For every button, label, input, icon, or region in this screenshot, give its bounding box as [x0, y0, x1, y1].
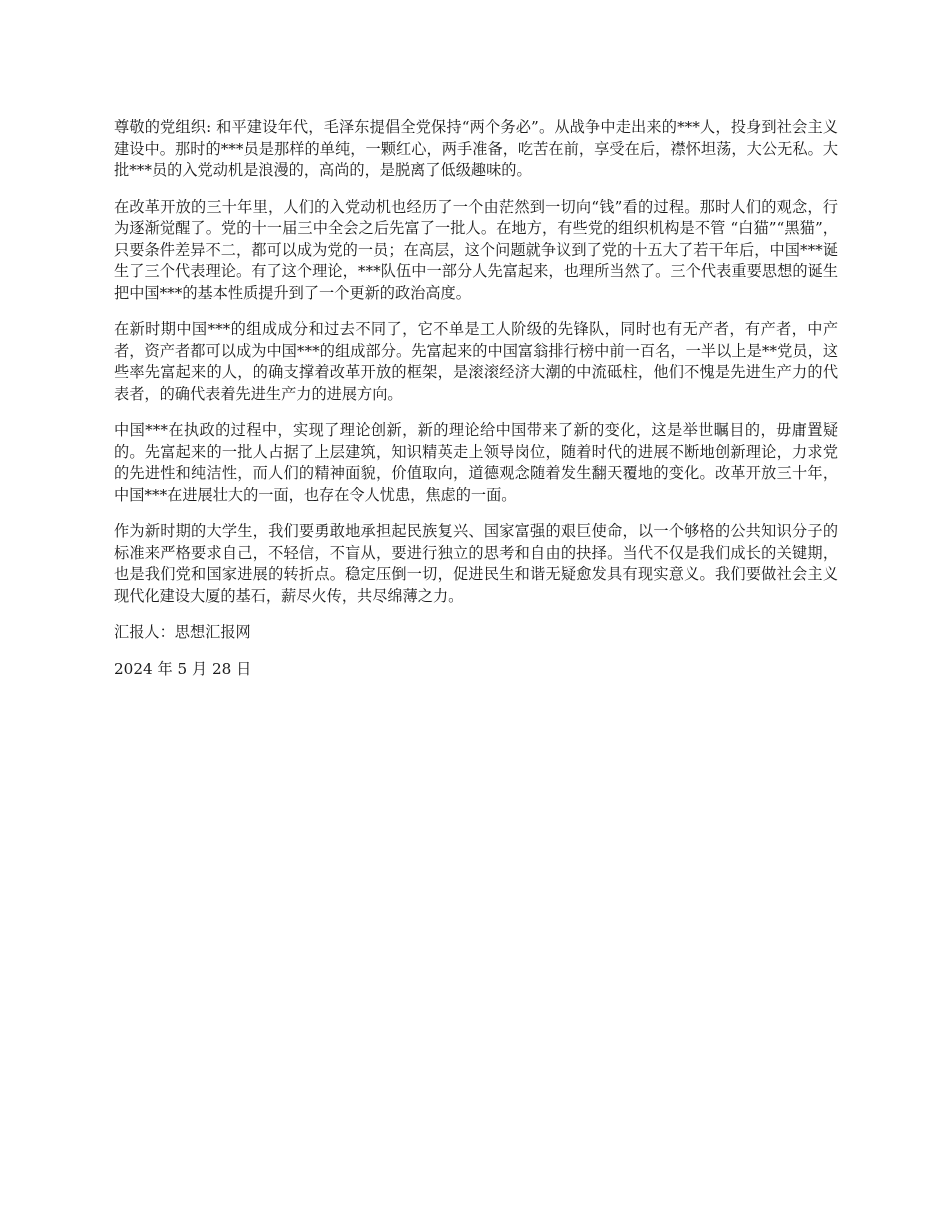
document-body [114, 117, 838, 695]
paragraph-5: 作为新时期的大学生，我们要勇敢地承担起民族复兴、国家富强的艰巨使命，以一个够格的公共知识分子的标准来严格要求自己，不轻信，不盲从，要进行独立的思考和自由的抉择。当代不仅是我们成长的关键期，也是我们党和国家进展的转折点。稳定压倒一切，促进民生和谐无疑愈发具有现实意义。我们要做社会主义现代化建设大厦的基石，薪尽火传，共尽绵薄之力。 [114, 522, 838, 605]
paragraph-3: 在新时期中国***的组成成分和过去不同了，它不单是工人阶级的先锋队，同时也有无产者，有产者，中产者，资产者都可以成为中国***的组成部分。先富起来的中国富翁排行榜中前一百名，一半以上是**党员，这些率先富起来的人，的确支撑着改革开放的框架，是滚滚经济大潮的中流砥柱，他们不愧是先进生产力的代表者，的确代表着先进生产力的进展方向。 [114, 320, 838, 403]
paragraph-1: 尊敬的党组织: 和平建设年代，毛泽东提倡全党保持“两个务必”。从战争中走出来的***人，投身到社会主义建设中。那时的***员是那样的单纯，一颗红心，两手准备，吃苦在前，享受在后，襟怀坦荡，大公无私。大批***员的入党动机是浪漫的，高尚的，是脱离了低级趣味的。 [114, 118, 838, 179]
signature-line: 汇报人：思想汇报网 [114, 623, 251, 641]
paragraph-4: 中国***在执政的过程中，实现了理论创新，新的理论给中国带来了新的变化，这是举世瞩目的，毋庸置疑的。先富起来的一批人占据了上层建筑，知识精英走上领导岗位，随着时代的进展不断地创新理论，力求党的先进性和纯洁性，而人们的精神面貌，价值取向，道德观念随着发生翻天覆地的变化。改革开放三十年，中国***在进展壮大的一面，也存在令人忧患，焦虑的一面。 [114, 421, 838, 504]
paragraph-2: 在改革开放的三十年里，人们的入党动机也经历了一个由茫然到一切向“钱”看的过程。那时人们的观念，行为逐渐觉醒了。党的十一届三中全会之后先富了一批人。在地方，有些党的组织机构是不管 “白猫”“黑猫”，只要条件差异不二，都可以成为党的一员；在高层，这个问题就争议到了党的十五大了若干年后，中国***诞生了三个代表理论。有了这个理论，***队伍中一部分人先富起来，也理所当然了。三个代表重要思想的诞生把中国***的基本性质提升到了一个更新的政治高度。 [114, 197, 838, 302]
date-line: 2024 年 5 月 28 日 [114, 659, 252, 678]
